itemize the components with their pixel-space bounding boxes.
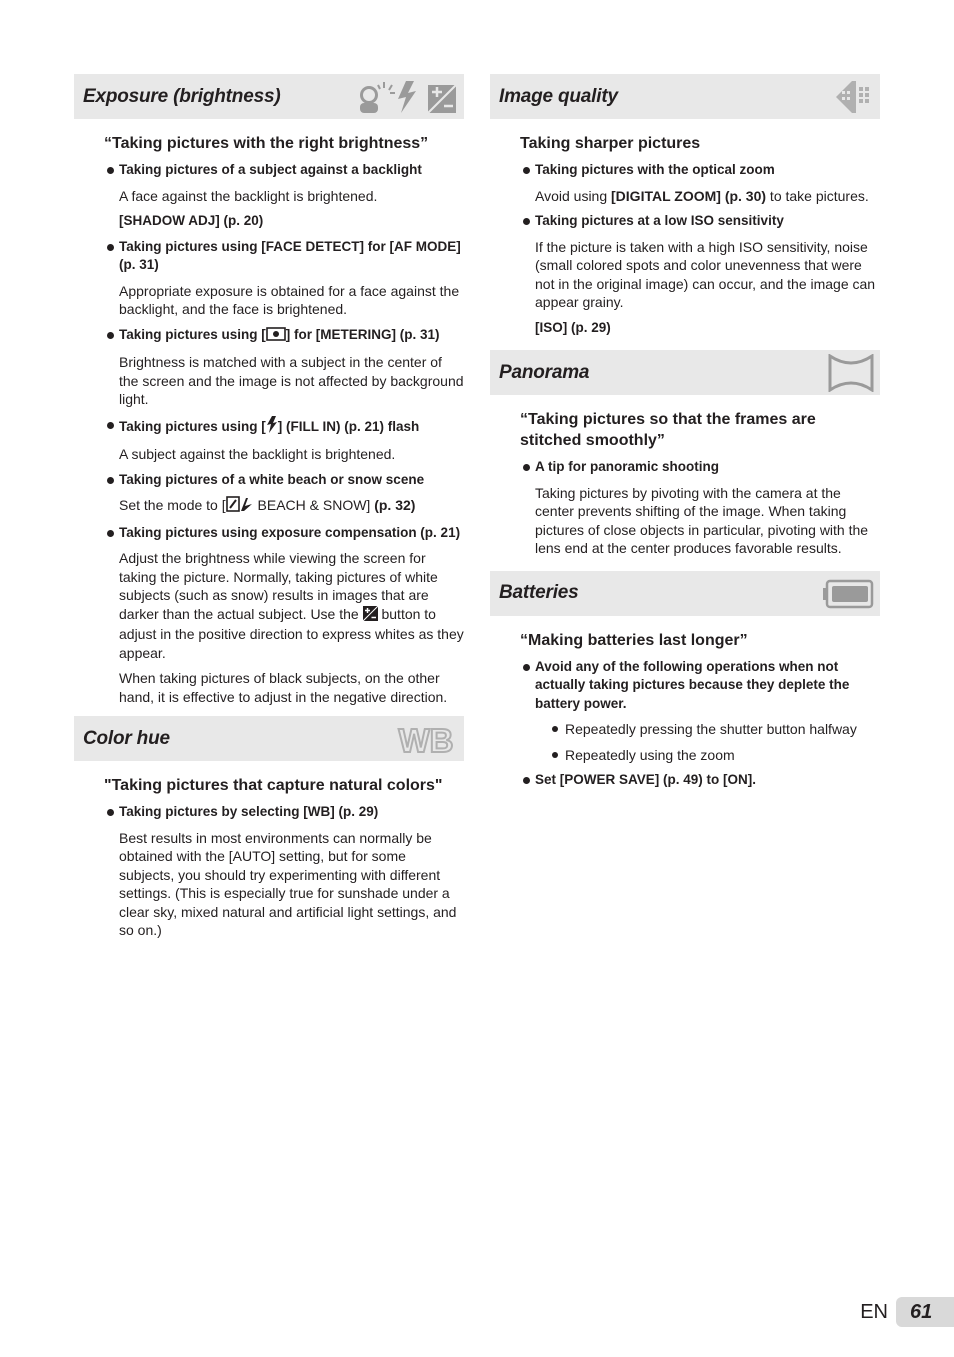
exposure-item5-head: Taking pictures of a white beach or snow scene xyxy=(119,471,464,490)
batteries-item1-head: Avoid any of the following operations when not actually taking pictures because they deplete the battery power. xyxy=(535,658,880,714)
batteries-section-header xyxy=(490,571,880,616)
imagequality-item1-text-a: Avoid using xyxy=(535,187,612,204)
batteries-section-title: Batteries xyxy=(499,582,579,603)
panorama-subtitle: “Taking pictures so that the frames are stitched smoothly” xyxy=(520,411,816,449)
exposure-item5-ref: (p. 32) xyxy=(374,497,416,513)
left-column xyxy=(74,74,464,947)
exposure-item5-text-a: Set the mode to [ xyxy=(119,497,226,513)
batteries-item2-head: Set [POWER SAVE] (p. 49) to [ON]. xyxy=(535,771,880,790)
exposure-item6-text-a: Adjust the brightness while viewing the screen for taking the picture. Normally, taking pictures of white subjects (such as snow) results in images that are darker than the actual subject. Use the xyxy=(119,550,438,622)
colorhue-section-header xyxy=(74,716,464,761)
exposure-item5-text-b: BEACH & SNOW] xyxy=(253,497,375,513)
imagequality-section-title: Image quality xyxy=(499,85,618,107)
exposure-item1-text: A face against the backlight is brightened. xyxy=(119,187,378,204)
colorhue-item1-head: Taking pictures by selecting [WB] (p. 29) xyxy=(119,803,464,822)
right-column xyxy=(490,74,880,797)
exposure-compensation-icon xyxy=(363,606,378,626)
exposure-item2-head: Taking pictures using [FACE DETECT] for [AF MODE] (p. 31) xyxy=(119,238,464,275)
panorama-section-header xyxy=(490,350,880,395)
imagequality-item1-text-b: [DIGITAL ZOOM] (p. 30) xyxy=(611,187,767,204)
exposure-item6-head: Taking pictures using exposure compensation (p. 21) xyxy=(119,524,464,543)
exposure-item6-text2: When taking pictures of black subjects, on the other hand, it is effective to adjust in the negative direction. xyxy=(119,670,448,705)
imagequality-item2-text: If the picture is taken with a high ISO sensitivity, noise (small colored spots and color unevenness that were not in the original image) can occur, and the image can appear grainy. xyxy=(535,238,876,310)
colorhue-subtitle: "Taking pictures that capture natural colors" xyxy=(104,777,443,794)
exposure-item3-head xyxy=(119,326,464,347)
colorhue-item1-text: Best results in most environments can normally be obtained with the [AUTO] setting, but for some subjects, you should try experimenting with different settings. (This is especially true for sunshade under a clear sky, mixed natural and artificial light settings, and so on.) xyxy=(119,829,457,938)
footer-language: EN xyxy=(860,1300,888,1323)
wb-icon-text: WB xyxy=(398,722,454,757)
backlight-flash-exposure-icon xyxy=(356,79,458,115)
beach-snow-icon xyxy=(226,496,254,517)
imagequality-item1-head: Taking pictures with the optical zoom xyxy=(535,161,880,180)
exposure-item3-head-a: Taking pictures using [ xyxy=(119,326,266,342)
batteries-subtitle: “Making batteries last longer” xyxy=(520,631,748,649)
exposure-item2-text: Appropriate exposure is obtained for a face against the backlight, and the face is brightened. xyxy=(119,282,460,317)
exposure-item6-text-b: button to adjust in the positive direction to express whites as they appear. xyxy=(119,605,464,661)
imagequality-section-header xyxy=(490,74,880,119)
imagequality-subtitle: Taking sharper pictures xyxy=(520,135,701,152)
exposure-item3-head-b: ] for [METERING] (p. 31) xyxy=(285,326,440,342)
exposure-item4-head xyxy=(119,416,464,439)
exposure-item4-head-a: Taking pictures using [ xyxy=(119,418,266,434)
imagequality-item1-text xyxy=(535,187,880,206)
exposure-section-title: Exposure (brightness) xyxy=(83,85,281,107)
panorama-section-title: Panorama xyxy=(499,361,590,383)
imagequality-item1-text-c: to take pictures. xyxy=(766,187,869,204)
imagequality-item2-head: Taking pictures at a low ISO sensitivity xyxy=(535,212,880,231)
panorama-item1-head: A tip for panoramic shooting xyxy=(535,458,880,477)
panorama-item1-text: Taking pictures by pivoting with the camera at the center prevents shifting of the image. When taking pictures of close objects in particular, pivoting with the lens end at the center produces favorable results. xyxy=(535,484,869,556)
exposure-section-header xyxy=(74,74,464,119)
imagequality-item2-ref: [ISO] (p. 29) xyxy=(535,319,611,335)
battery-icon xyxy=(822,576,874,612)
exposure-subtitle: “Taking pictures with the right brightness” xyxy=(104,135,429,152)
wb-icon xyxy=(394,721,458,757)
exposure-item3-text: Brightness is matched with a subject in the center of the screen and the image is not affected by background light. xyxy=(119,354,464,407)
page-number: 61 xyxy=(896,1297,954,1327)
exposure-item4-head-b: ] (FILL IN) (p. 21) flash xyxy=(277,418,420,434)
batteries-item1-sub1: Repeatedly pressing the shutter button halfway xyxy=(565,720,880,739)
colorhue-section-title: Color hue xyxy=(83,727,170,749)
page-footer xyxy=(860,1297,954,1327)
image-quality-icon xyxy=(834,79,874,115)
spot-metering-icon xyxy=(266,327,286,347)
exposure-item1-head: Taking pictures of a subject against a backlight xyxy=(119,161,464,180)
exposure-item5-text xyxy=(119,496,464,517)
panorama-icon xyxy=(828,355,874,391)
exposure-item4-text: A subject against the backlight is brightened. xyxy=(119,446,396,462)
batteries-item1-sub2: Repeatedly using the zoom xyxy=(565,746,880,765)
exposure-item1-ref: [SHADOW ADJ] (p. 20) xyxy=(119,213,264,228)
flash-fill-in-icon xyxy=(266,416,278,439)
exposure-item6-text xyxy=(119,549,464,662)
